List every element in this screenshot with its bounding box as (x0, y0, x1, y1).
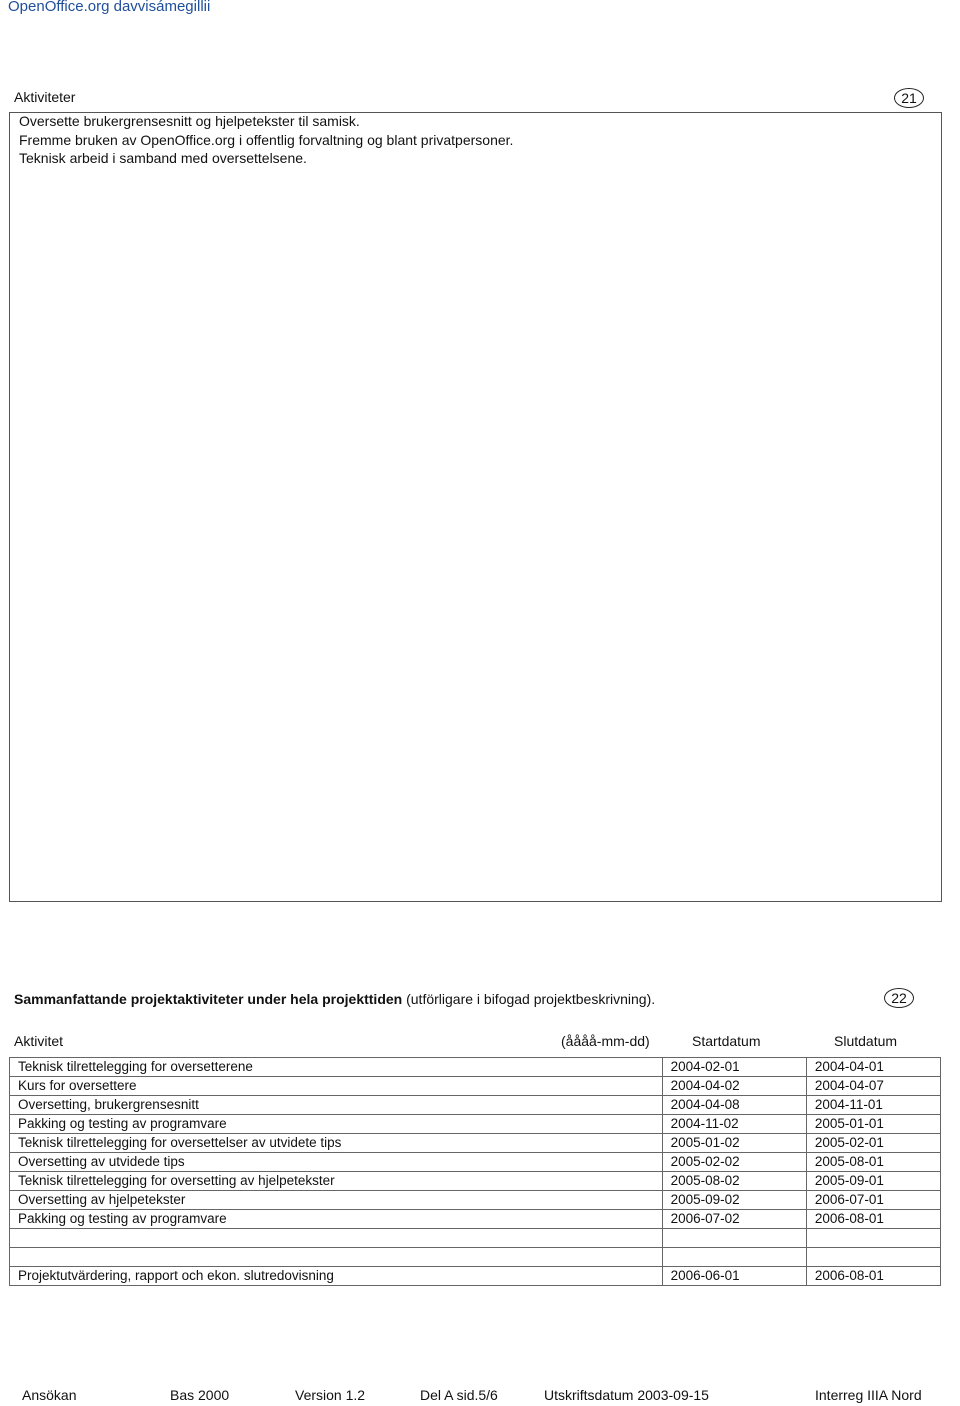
summary-heading (14, 991, 655, 1007)
start-date-cell[interactable]: 2006-06-01 (662, 1267, 806, 1286)
end-date-cell[interactable]: 2005-09-01 (806, 1172, 940, 1191)
activity-cell[interactable]: Pakking og testing av programvare (10, 1115, 663, 1134)
activity-cell[interactable]: Projektutvärdering, rapport och ekon. slutredovisning (10, 1267, 663, 1286)
activity-cell[interactable]: Oversetting, brukergrensesnitt (10, 1096, 663, 1115)
column-header-end: Slutdatum (834, 1033, 898, 1049)
activity-cell[interactable] (10, 1229, 663, 1248)
start-date-cell[interactable]: 2005-02-02 (662, 1153, 806, 1172)
footer-page: Del A sid.5/6 (420, 1387, 498, 1403)
section-label-activities: Aktiviteter (14, 89, 76, 105)
footer-print-date: Utskriftsdatum 2003-09-15 (544, 1387, 709, 1403)
activity-cell[interactable]: Kurs for oversettere (10, 1077, 663, 1096)
start-date-cell[interactable]: 2005-09-02 (662, 1191, 806, 1210)
table-row (10, 1058, 941, 1077)
activity-cell[interactable] (10, 1248, 663, 1267)
footer-base: Bas 2000 (170, 1387, 230, 1403)
start-date-cell[interactable] (662, 1229, 806, 1248)
activity-cell[interactable]: Oversetting av hjelpetekster (10, 1191, 663, 1210)
end-date-cell[interactable] (806, 1248, 940, 1267)
footer-version: Version 1.2 (295, 1387, 366, 1403)
activity-line: Oversette brukergrensesnitt og hjelpetekster til samisk. (19, 113, 360, 129)
document-title: OpenOffice.org davvisámegillii (8, 0, 211, 15)
summary-heading-note: (utförligare i bifogad projektbeskrivning). (402, 991, 656, 1007)
end-date-cell[interactable]: 2005-02-01 (806, 1134, 940, 1153)
table-row (10, 1077, 941, 1096)
start-date-cell[interactable]: 2005-08-02 (662, 1172, 806, 1191)
activity-cell[interactable]: Teknisk tilrettelegging for oversetterene (10, 1058, 663, 1077)
summary-heading-bold: Sammanfattande projektaktiviteter under hela projekttiden (14, 991, 403, 1007)
section-number-21: 21 (894, 88, 924, 108)
table-row (10, 1191, 941, 1210)
section-number-22: 22 (884, 988, 914, 1008)
table-row (10, 1248, 941, 1267)
end-date-cell[interactable]: 2006-08-01 (806, 1210, 940, 1229)
activity-cell[interactable]: Teknisk tilrettelegging for oversetting av hjelpetekster (10, 1172, 663, 1191)
column-header-date-format: (åååå-mm-dd) (561, 1033, 650, 1049)
start-date-cell[interactable]: 2004-02-01 (662, 1058, 806, 1077)
activity-cell[interactable]: Pakking og testing av programvare (10, 1210, 663, 1229)
end-date-cell[interactable]: 2004-04-07 (806, 1077, 940, 1096)
start-date-cell[interactable]: 2006-07-02 (662, 1210, 806, 1229)
activity-cell[interactable]: Oversetting av utvidede tips (10, 1153, 663, 1172)
activities-text-area[interactable] (9, 112, 942, 902)
end-date-cell[interactable]: 2004-04-01 (806, 1058, 940, 1077)
activities-table (9, 1057, 941, 1286)
start-date-cell[interactable] (662, 1248, 806, 1267)
table-row (10, 1153, 941, 1172)
end-date-cell[interactable]: 2005-01-01 (806, 1115, 940, 1134)
table-row (10, 1096, 941, 1115)
table-row (10, 1267, 941, 1286)
table-row (10, 1115, 941, 1134)
end-date-cell[interactable] (806, 1229, 940, 1248)
activity-line: Teknisk arbeid i samband med oversettelsene. (19, 150, 307, 166)
footer-program: Interreg IIIA Nord (815, 1387, 922, 1403)
table-row (10, 1172, 941, 1191)
end-date-cell[interactable]: 2004-11-01 (806, 1096, 940, 1115)
end-date-cell[interactable]: 2006-08-01 (806, 1267, 940, 1286)
start-date-cell[interactable]: 2004-04-08 (662, 1096, 806, 1115)
table-row (10, 1210, 941, 1229)
end-date-cell[interactable]: 2005-08-01 (806, 1153, 940, 1172)
end-date-cell[interactable]: 2006-07-01 (806, 1191, 940, 1210)
activity-line: Fremme bruken av OpenOffice.org i offentlig forvaltning og blant privatpersoner. (19, 132, 514, 148)
start-date-cell[interactable]: 2004-04-02 (662, 1077, 806, 1096)
start-date-cell[interactable]: 2005-01-02 (662, 1134, 806, 1153)
column-header-start: Startdatum (692, 1033, 761, 1049)
activity-cell[interactable]: Teknisk tilrettelegging for oversettelser av utvidete tips (10, 1134, 663, 1153)
start-date-cell[interactable]: 2004-11-02 (662, 1115, 806, 1134)
table-row (10, 1229, 941, 1248)
column-header-activity: Aktivitet (14, 1033, 64, 1049)
footer-form: Ansökan (22, 1387, 77, 1403)
table-row (10, 1134, 941, 1153)
